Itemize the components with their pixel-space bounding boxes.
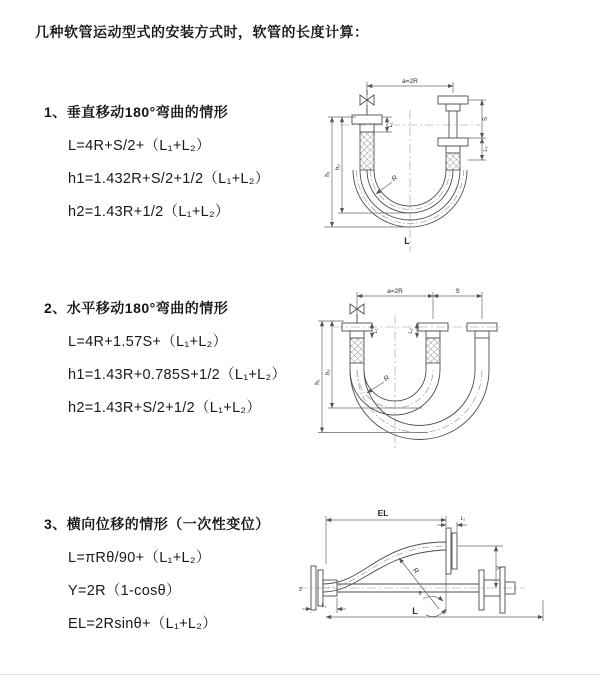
formula-line: EL=2Rsinθ+（L₁+L₂） — [68, 616, 218, 632]
fitting-neck — [475, 331, 489, 338]
dim-label-l2: L₂ — [408, 328, 414, 334]
dim-label-el: EL — [377, 508, 389, 518]
section-heading: 2、水平移动180°弯曲的情形 — [44, 300, 229, 316]
page-title: 几种软管运动型式的安装方式时，软管的长度计算： — [35, 24, 369, 40]
angle-arc — [423, 596, 443, 601]
dim-label-theta: θ — [418, 591, 422, 597]
braided-hose-section — [426, 338, 440, 363]
s-curve-hose — [323, 542, 446, 592]
fitting-neck — [446, 104, 460, 111]
formula-line: L=4R+S/2+（L₁+L₂） — [68, 138, 211, 154]
dim-label-a2r: a=2R — [387, 288, 403, 295]
braided-hose-section — [446, 153, 460, 170]
dim-label-s: S — [455, 288, 460, 295]
dim-label-l: L — [404, 236, 410, 246]
flange — [452, 533, 457, 569]
formula-line: h1=1.43R+0.785S+1/2（L₁+L₂） — [68, 367, 287, 383]
radius-line — [399, 558, 439, 609]
dim-label-r: R — [382, 374, 392, 384]
dim-label-l1: L₁ — [321, 603, 327, 609]
formula-line: Y=2R（1-cosθ） — [68, 583, 181, 599]
fitting-neck — [446, 146, 460, 153]
diagram-lateral-displacement — [293, 500, 585, 645]
formula-line: h2=1.43R+S/2+1/2（L₁+L₂） — [68, 400, 262, 416]
dim-label-l2: L₂ — [460, 516, 466, 522]
flange — [438, 96, 468, 104]
braided-hose-section — [360, 132, 374, 170]
flange — [479, 570, 484, 610]
diagram-horizontal-180-bend — [310, 285, 560, 460]
formula-line: h2=1.43R+1/2（L₁+L₂） — [68, 204, 230, 220]
formula-line: L=πRθ/90+（L₁+L₂） — [68, 550, 211, 566]
dim-label-l1: L₁ — [373, 328, 379, 334]
section-horizontal-movement — [44, 298, 286, 417]
diagram-vertical-180-bend — [310, 70, 560, 260]
formula-line: h1=1.432R+S/2+1/2（L₁+L₂） — [68, 171, 270, 187]
flange — [446, 528, 451, 574]
section-vertical-movement — [44, 102, 270, 221]
dim-label-l1: L₁ — [388, 122, 394, 128]
dim-label-h1: h₁ — [325, 171, 331, 177]
dim-label-l: L — [412, 606, 418, 616]
section-heading: 3、横向位移的情形（一次性变位） — [44, 516, 270, 532]
flange — [500, 567, 505, 613]
dim-label-h2: h₂ — [335, 164, 342, 170]
u-bend-hose — [350, 370, 489, 440]
dim-label-r: R — [410, 566, 420, 576]
fitting-neck — [350, 331, 364, 338]
dim-label-y: Y — [496, 565, 503, 571]
fitting-neck — [426, 331, 440, 338]
braided-hose-section — [350, 338, 364, 363]
formula-line: L=4R+1.57S+（L₁+L₂） — [68, 334, 228, 350]
angle-arc — [426, 609, 446, 617]
dim-label-l2: L₂ — [483, 146, 489, 152]
dim-label-s: S — [483, 116, 489, 122]
dim-label-h1: h₁ — [315, 379, 321, 385]
dim-label-a2r: a=2R — [402, 78, 418, 85]
section-lateral-displacement — [44, 514, 270, 633]
dim-label-h2: h₂ — [325, 369, 332, 375]
flange — [352, 115, 382, 124]
section-heading: 1、垂直移动180°弯曲的情形 — [44, 104, 229, 120]
flange — [438, 138, 468, 146]
dim-label-r: R — [390, 174, 400, 184]
dim-label-z: Z — [299, 587, 303, 593]
